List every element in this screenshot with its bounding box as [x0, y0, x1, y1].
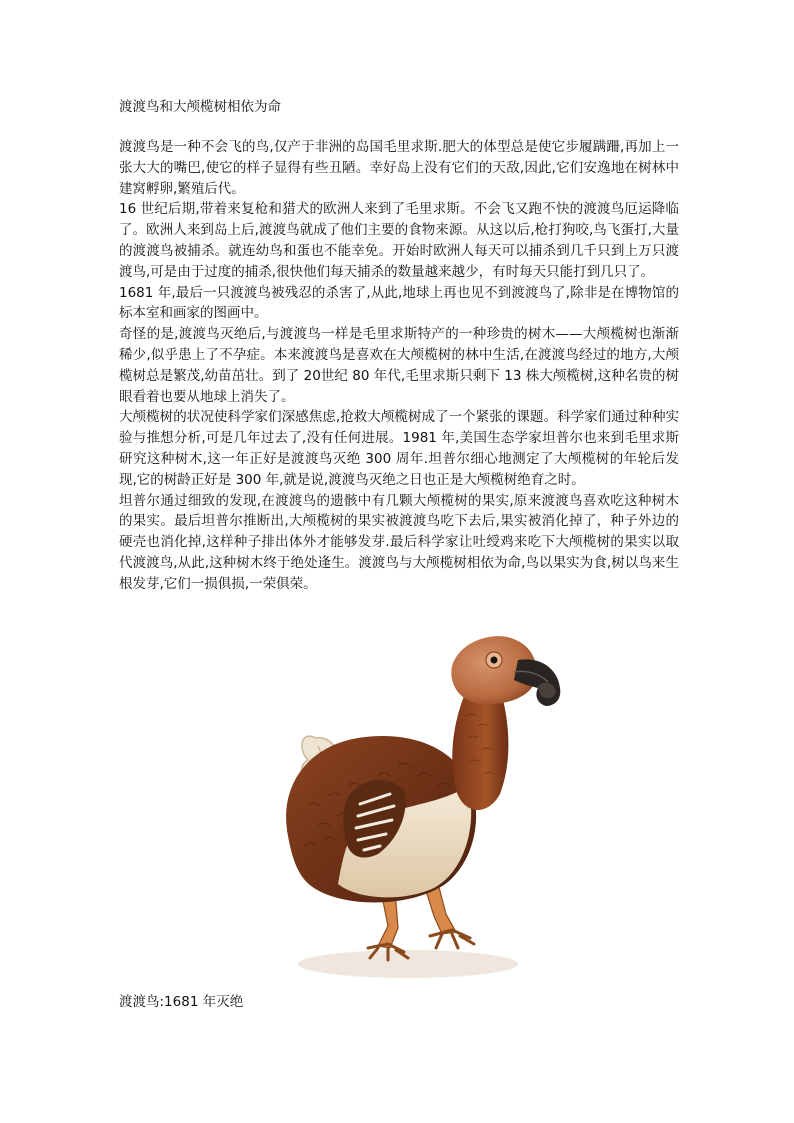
paragraph-1: 渡渡鸟是一种不会飞的鸟,仅产于非洲的岛国毛里求斯.肥大的体型总是使它步履蹒跚,再加上一张大大的嘴巴,使它的样子显得有些丑陋。幸好岛上没有它们的天敌,因此,它们安逸地在树林中建窝孵卵,繁殖后代。 [119, 139, 679, 197]
document-title: 渡渡鸟和大颅榄树相依为命 [119, 99, 281, 115]
paragraph-3: 1681 年,最后一只渡渡鸟被残忍的杀害了,从此,地球上再也见不到渡渡鸟了,除非是在博物馆的标本室和画家的图画中。 [119, 284, 679, 322]
article-body [119, 137, 679, 595]
dodo-illustration-icon [238, 626, 586, 1004]
paragraph-4: 奇怪的是,渡渡鸟灭绝后,与渡渡鸟一样是毛里求斯特产的一种珍贵的树木——大颅榄树也渐渐稀少,似乎患上了不孕症。本来渡渡鸟是喜欢在大颅榄树的林中生活,在渡渡鸟经过的地方,大颅榄树总是繁茂,幼苗茁壮。到了 20世纪 80 年代,毛里求斯只剩下 13 株大颅榄树,这种名贵的树眼看着也要从地球上消失了。 [119, 326, 679, 405]
figure-caption: 渡渡鸟:1681 年灭绝 [119, 994, 244, 1010]
paragraph-2: 16 世纪后期,带着来复枪和猎犬的欧洲人来到了毛里求斯。不会飞又跑不快的渡渡鸟厄运降临了。欧洲人来到岛上后,渡渡鸟就成了他们主要的食物来源。从这以后,枪打狗咬,鸟飞蛋打,大量的渡渡鸟被捕杀。就连幼鸟和蛋也不能幸免。开始时欧洲人每天可以捕杀到几千只到上万只渡渡鸟,可是由于过度的捕杀,很快他们每天捕杀的数量越来越少，有时每天只能打到几只了。 [119, 201, 679, 280]
paragraph-5: 大颅榄树的状况使科学家们深感焦虑,抢救大颅榄树成了一个紧张的课题。科学家们通过种种实验与推想分析,可是几年过去了,没有任何进展。1981 年,美国生态学家坦普尔也来到毛里求斯研究这种树木,这一年正好是渡渡鸟灭绝 300 周年.坦普尔细心地测定了大颅榄树的年轮后发现,它的树龄正好是 300 年,就是说,渡渡鸟灭绝之日也正是大颅榄树绝育之时。 [119, 409, 679, 488]
paragraph-6: 坦普尔通过细致的发现,在渡渡鸟的遗骸中有几颗大颅榄树的果实,原来渡渡鸟喜欢吃这种树木的果实。最后坦普尔推断出,大颅榄树的果实被渡渡鸟吃下去后,果实被消化掉了，种子外边的硬壳也消化掉,这样种子排出体外才能够发芽.最后科学家让吐绶鸡来吃下大颅榄树的果实以取代渡渡鸟,从此,这种树木终于绝处逢生。渡渡鸟与大颅榄树相依为命,鸟以果实为食,树以鸟来生根发芽,它们一损俱损,一荣俱荣。 [119, 492, 679, 592]
